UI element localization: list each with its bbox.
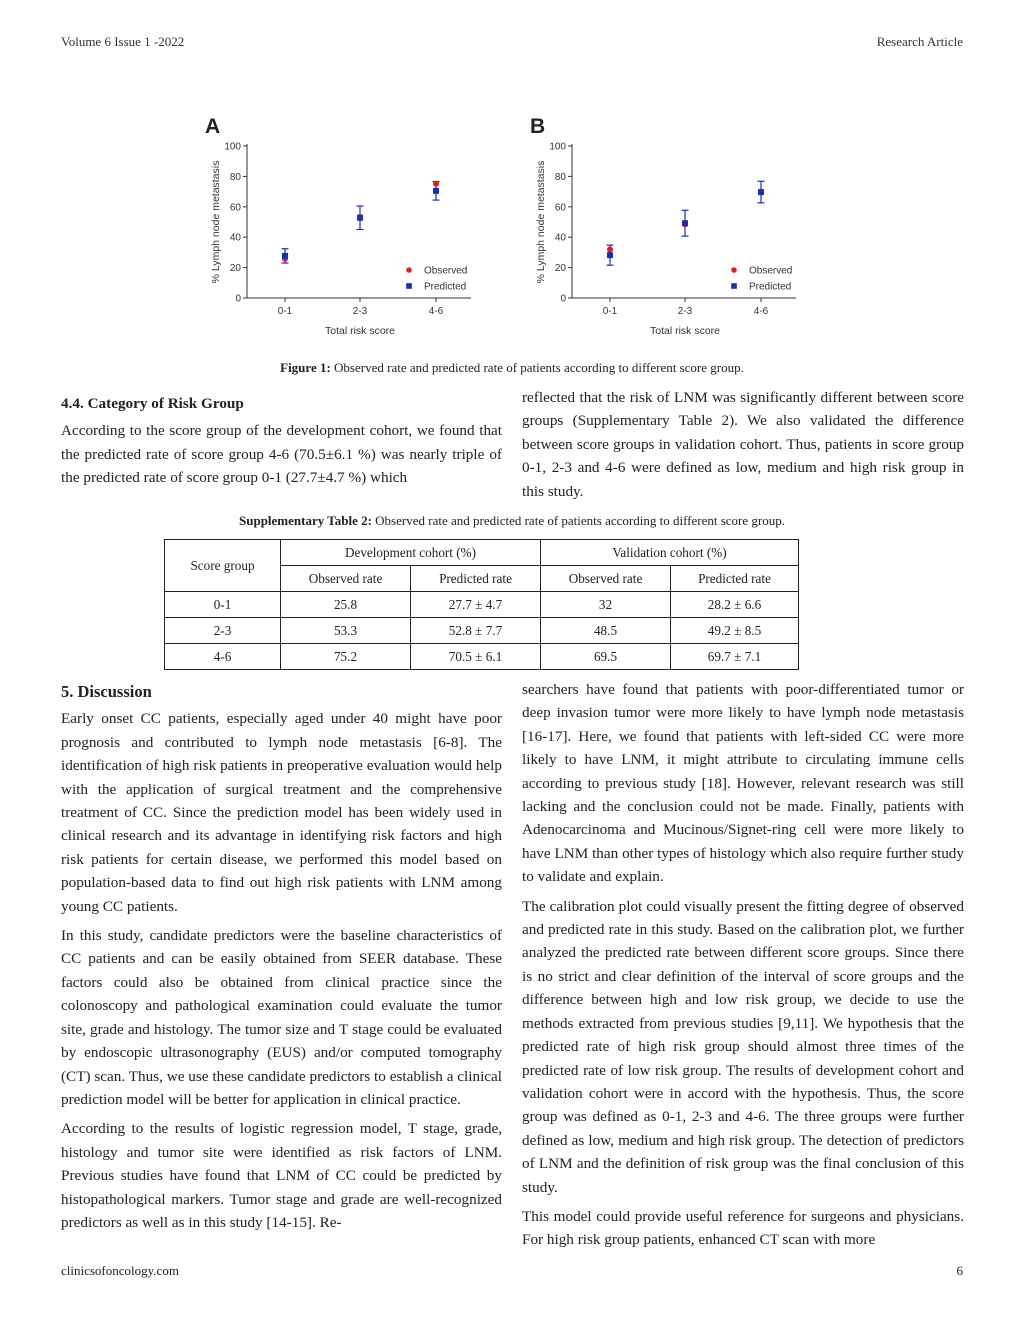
table-row: [165, 618, 799, 644]
y-tick-label: 80: [229, 171, 241, 183]
section-heading: 5. Discussion: [61, 682, 152, 701]
paragraph: In this study, candidate predictors were the baseline characteristics of CC patients and can be easily obtained from SEER database. These factors could also be obtained from clinical practice since the colonoscopy and pathological examination could evaluate the tumor site, grade and histology. The tumor size and T stage could be evaluated by endoscopic ultrasonography (EUS) and/or computed tomography (CT) scan. Thus, we use these candidate predictors to establish a clinical prediction model will be better for application in clinical practice.: [61, 927, 502, 1108]
col-development: Development cohort (%): [281, 540, 541, 566]
y-axis-label: % Lymph node metastasis: [210, 160, 222, 284]
col-predicted-rate: Predicted rate: [671, 566, 799, 592]
footer-site: clinicsofoncology.com: [61, 1263, 179, 1278]
table-cell: 2-3: [165, 618, 281, 644]
supplementary-table-2: [164, 539, 799, 670]
y-tick-label: 60: [229, 202, 241, 214]
panel-b: [530, 115, 796, 337]
section-heading: 4.4. Category of Risk Group: [61, 395, 244, 412]
table-cell: 0-1: [165, 592, 281, 618]
y-tick-label: 20: [229, 263, 241, 275]
panel-label: B: [530, 115, 546, 138]
predicted-point: [758, 189, 764, 195]
x-tick-label: 2-3: [352, 306, 368, 317]
table-cell: 48.5: [541, 618, 671, 644]
paragraph: reflected that the risk of LNM was significantly different between score groups (Supplementary Table 2). We also validated the difference between score groups in validation cohort. Thus, patients in score group 0-1, 2-3 and 4-6 were defined as low, medium and high risk group in this study.: [522, 389, 964, 500]
observed-point: [433, 181, 439, 187]
table-cell: 27.7 ± 4.7: [411, 592, 541, 618]
observed-point: [607, 246, 613, 252]
table-cell: 28.2 ± 6.6: [671, 592, 799, 618]
col-observed-rate: Observed rate: [541, 566, 671, 592]
table-cell: 52.8 ± 7.7: [411, 618, 541, 644]
predicted-point: [282, 253, 288, 259]
table-cell: 75.2: [281, 644, 411, 670]
paragraph: The calibration plot could visually present the fitting degree of observed and predicted rate in this study. Based on the calibration plot, we further analyzed the predicted rate between different score groups. Since there is no strict and clear definition of the interval of score groups and the difference between high and low risk group, we decide to use the methods extracted from previous studies [9,11]. We hypothesis that the predicted rate of high risk group should almost three times of the predicted rate of low risk group. The results of development cohort and validation cohort were in accord with the hypothesis. Thus, the score group was defined as 0-1, 2-3 and 4-6. The three groups were further defined as low, medium and high risk group. The detection of predictors of LNM and the definition of risk group was the final conclusion of this study.: [522, 897, 964, 1196]
y-tick-label: 60: [554, 202, 566, 214]
table-caption: [0, 513, 1024, 529]
y-tick-label: 100: [549, 141, 566, 153]
panel-a: [205, 115, 471, 337]
y-tick-label: 0: [560, 293, 566, 305]
y-tick-label: 40: [229, 232, 241, 244]
y-tick-label: 20: [554, 263, 566, 275]
x-tick-label: 2-3: [677, 306, 693, 317]
col-predicted-rate: Predicted rate: [411, 566, 541, 592]
legend-observed-label: Observed: [424, 265, 468, 277]
figure-caption-text: Observed rate and predicted rate of patients according to different score group.: [330, 360, 744, 375]
journal-volume: Volume 6 Issue 1 -2022: [61, 34, 185, 49]
y-tick-label: 40: [554, 232, 566, 244]
predicted-point: [357, 215, 363, 221]
table-caption-label: Supplementary Table 2:: [239, 513, 372, 528]
x-axis-label: Total risk score: [649, 325, 721, 337]
x-axis-label: Total risk score: [324, 325, 396, 337]
predicted-point: [433, 188, 439, 194]
legend-observed-marker: [731, 267, 737, 273]
legend-predicted-marker: [731, 283, 737, 289]
col-score-group: Score group: [165, 540, 281, 592]
table-cell: 70.5 ± 6.1: [411, 644, 541, 670]
y-tick-label: 0: [235, 293, 241, 305]
x-tick-label: 4-6: [753, 306, 769, 317]
table-cell: 25.8: [281, 592, 411, 618]
y-axis-label: % Lymph node metastasis: [535, 160, 547, 284]
legend-observed-marker: [406, 267, 412, 273]
paragraph: This model could provide useful reference for surgeons and physicians. For high risk group patients, enhanced CT scan with more: [522, 1207, 964, 1249]
figure-1: [195, 108, 815, 343]
section-44-right: [522, 386, 964, 509]
table-header-row: [165, 540, 799, 566]
y-tick-label: 100: [224, 141, 241, 153]
x-tick-label: 0-1: [277, 306, 293, 317]
col-observed-rate: Observed rate: [281, 566, 411, 592]
predicted-point: [607, 252, 613, 258]
predicted-point: [682, 220, 688, 226]
page-number: 6: [956, 1263, 963, 1278]
table-cell: 69.5: [541, 644, 671, 670]
table-caption-text: Observed rate and predicted rate of patients according to different score group.: [371, 513, 785, 528]
paragraph: searchers have found that patients with poor-differentiated tumor or deep invasion tumor were more likely to have lymph node metastasis [16-17]. Here, we found that patients with left-sided CC were more likely to have LNM, it might attribute to circulating immune cells according to previous study [18]. However, relevant research was still lacking and the conclusion could not be made. Finally, patients with Adenocarcinoma and Mucinous/Signet-ring cell were more likely to have LNM than other types of histology which also require further study to validate and explain.: [522, 681, 964, 886]
table-cell: 49.2 ± 8.5: [671, 618, 799, 644]
discussion-right: [522, 678, 964, 1258]
table-row: [165, 592, 799, 618]
y-tick-label: 80: [554, 171, 566, 183]
article-type: Research Article: [876, 34, 963, 49]
panel-label: A: [205, 115, 221, 138]
legend-predicted-label: Predicted: [424, 281, 467, 293]
table-cell: 53.3: [281, 618, 411, 644]
paragraph: Early onset CC patients, especially aged under 40 might have poor prognosis and contributed to lymph node metastasis [6-8]. The identification of high risk patients in preoperative evaluation would help with the application of surgical treatment and the comprehensive treatment of CC. Since the prediction model has been widely used in clinical research and its advantage in identifying risk factors and high risk patients for certain disease, we performed this model based on population-based data to find out high risk patients with LNM among young CC patients.: [61, 710, 502, 915]
table-cell: 32: [541, 592, 671, 618]
x-tick-label: 4-6: [428, 306, 444, 317]
figure-caption-label: Figure 1:: [280, 360, 331, 375]
legend-predicted-label: Predicted: [749, 281, 792, 293]
table-row: [165, 644, 799, 670]
paragraph: According to the results of logistic regression model, T stage, grade, histology and tumor site were identified as risk factors of LNM. Previous studies have found that LNM of CC could be predicted by histopathological markers. Tumor stage and grade are well-recognized predictors as well as in this study [14-15]. Re-: [61, 1120, 502, 1231]
paragraph: According to the score group of the development cohort, we found that the predicted rate of score group 4-6 (70.5±6.1 %) was nearly triple of the predicted rate of score group 0-1 (27.7±4.7 %) which: [61, 422, 502, 487]
x-tick-label: 0-1: [602, 306, 618, 317]
figure-caption: [0, 360, 1024, 376]
legend-observed-label: Observed: [749, 265, 793, 277]
col-validation: Validation cohort (%): [541, 540, 799, 566]
section-44-left: [61, 392, 502, 496]
table-cell: 69.7 ± 7.1: [671, 644, 799, 670]
legend-predicted-marker: [406, 283, 412, 289]
discussion-left: [61, 680, 502, 1240]
table-cell: 4-6: [165, 644, 281, 670]
